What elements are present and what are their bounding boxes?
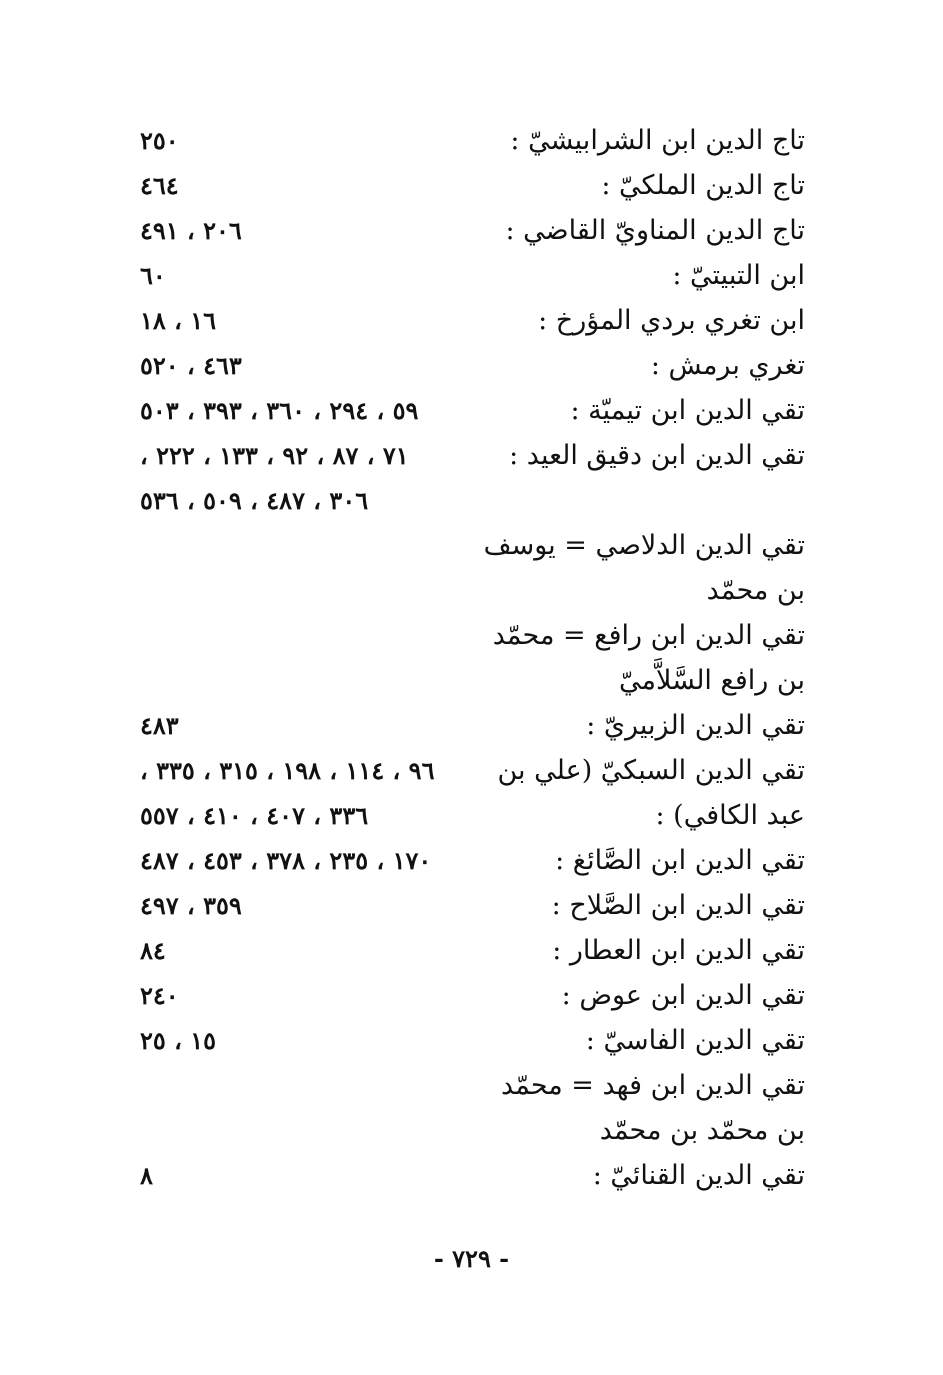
entry-name: تقي الدين ابن العطار :: [552, 935, 805, 966]
page-refs-line: ٥٩ ، ٢٩٤ ، ٣٦٠ ، ٣٩٣ ، ٥٠٣: [140, 396, 419, 425]
entry-pages: [140, 883, 460, 928]
index-entry: [140, 433, 805, 523]
page-refs-line: ٢٥٠: [140, 126, 179, 155]
index-entry: [140, 118, 805, 163]
entry-pages: [140, 433, 460, 523]
page-number: - ٧٢٩ -: [433, 1244, 510, 1273]
name-index: [140, 118, 805, 1198]
entry-name: تقي الدين ابن الصَّلاح :: [551, 890, 805, 921]
index-entry: [140, 928, 805, 973]
page-refs-line: ١٧٠ ، ٢٣٥ ، ٣٧٨ ، ٤٥٣ ، ٤٨٧: [140, 846, 432, 875]
entry-pages: [140, 388, 460, 433]
entry-pages: [140, 973, 460, 1018]
index-entry: [140, 973, 805, 1018]
entry-name: ابن التبيتيّ :: [672, 260, 805, 291]
index-entry: [140, 838, 805, 883]
index-entry: [140, 613, 805, 703]
index-entry: [140, 208, 805, 253]
entry-pages: [140, 838, 460, 883]
entry-pages: [140, 1153, 460, 1198]
entry-pages: [140, 253, 460, 298]
page-refs-line: ٣٣٦ ، ٤٠٧ ، ٤١٠ ، ٥٥٧: [140, 801, 369, 830]
index-entry: [140, 883, 805, 928]
index-entry: [140, 748, 805, 838]
page-refs-line: ٣٠٦ ، ٤٨٧ ، ٥٠٩ ، ٥٣٦: [140, 486, 369, 515]
page-refs-line: ٢٠٦ ، ٤٩١: [140, 216, 242, 245]
page-refs-line: ٨٤: [140, 936, 166, 965]
entry-pages: [140, 163, 460, 208]
page-refs-line: ٦٠: [140, 261, 166, 290]
entry-pages: [140, 748, 460, 838]
entry-name: تقي الدين ابن فهد = محمّد بن محمّد بن محمّد: [501, 1070, 805, 1146]
index-entry: [140, 1063, 805, 1153]
index-entry: [140, 523, 805, 613]
entry-name: تقي الدين ابن عوض :: [561, 980, 805, 1011]
entry-name: تقي الدين القنائيّ :: [592, 1160, 805, 1191]
entry-pages: [140, 298, 460, 343]
page-refs-line: ٤٦٤: [140, 171, 179, 200]
entry-name: تقي الدين الفاسيّ :: [585, 1025, 805, 1056]
entry-pages: [140, 118, 460, 163]
entry-name: ابن تغري بردي المؤرخ :: [538, 305, 805, 336]
page-refs-line: ١٥ ، ٢٥: [140, 1026, 217, 1055]
entry-pages: [140, 343, 460, 388]
page-refs-line: ٢٤٠: [140, 981, 179, 1010]
page-refs-line: ٤٨٣: [140, 711, 179, 740]
entry-name: تقي الدين ابن الصَّائغ :: [555, 845, 805, 876]
entry-name: تقي الدين الدلاصي = يوسف بن محمّد: [483, 530, 805, 606]
entry-name: تقي الدين الزبيريّ :: [586, 710, 805, 741]
page-refs-line: ٩٦ ، ١١٤ ، ١٩٨ ، ٣١٥ ، ٣٣٥ ،: [140, 756, 435, 785]
entry-name: تاج الدين ابن الشرابيشيّ :: [510, 125, 805, 156]
entry-pages: [140, 1018, 460, 1063]
index-entry: [140, 1153, 805, 1198]
index-entry: [140, 163, 805, 208]
page-refs-line: ٤٦٣ ، ٥٢٠: [140, 351, 242, 380]
entry-name: تقي الدين ابن تيميّة :: [570, 395, 805, 426]
entry-pages: [140, 928, 460, 973]
entry-pages: [140, 703, 460, 748]
entry-name: تقي الدين السبكيّ (علي بن عبد الكافي) :: [497, 755, 805, 831]
entry-name: تاج الدين الملكيّ :: [601, 170, 805, 201]
entry-name: تقي الدين ابن دقيق العيد :: [509, 440, 805, 471]
index-entry: [140, 1018, 805, 1063]
entry-name: تاج الدين المناويّ القاضي :: [505, 215, 805, 246]
entry-pages: [140, 208, 460, 253]
page-refs-line: ٨: [140, 1161, 153, 1190]
index-entry: [140, 388, 805, 433]
entry-name: تقي الدين ابن رافع = محمّد بن رافع السَّلاَّميّ: [492, 620, 805, 696]
page-refs-line: ٧١ ، ٨٧ ، ٩٢ ، ١٣٣ ، ٢٢٢ ،: [140, 441, 409, 470]
entry-name: تغري برمش :: [650, 350, 805, 381]
index-entry: [140, 298, 805, 343]
page-refs-line: ٣٥٩ ، ٤٩٧: [140, 891, 242, 920]
page-refs-line: ١٦ ، ١٨: [140, 306, 217, 335]
index-entry: [140, 343, 805, 388]
index-entry: [140, 703, 805, 748]
index-entry: [140, 253, 805, 298]
